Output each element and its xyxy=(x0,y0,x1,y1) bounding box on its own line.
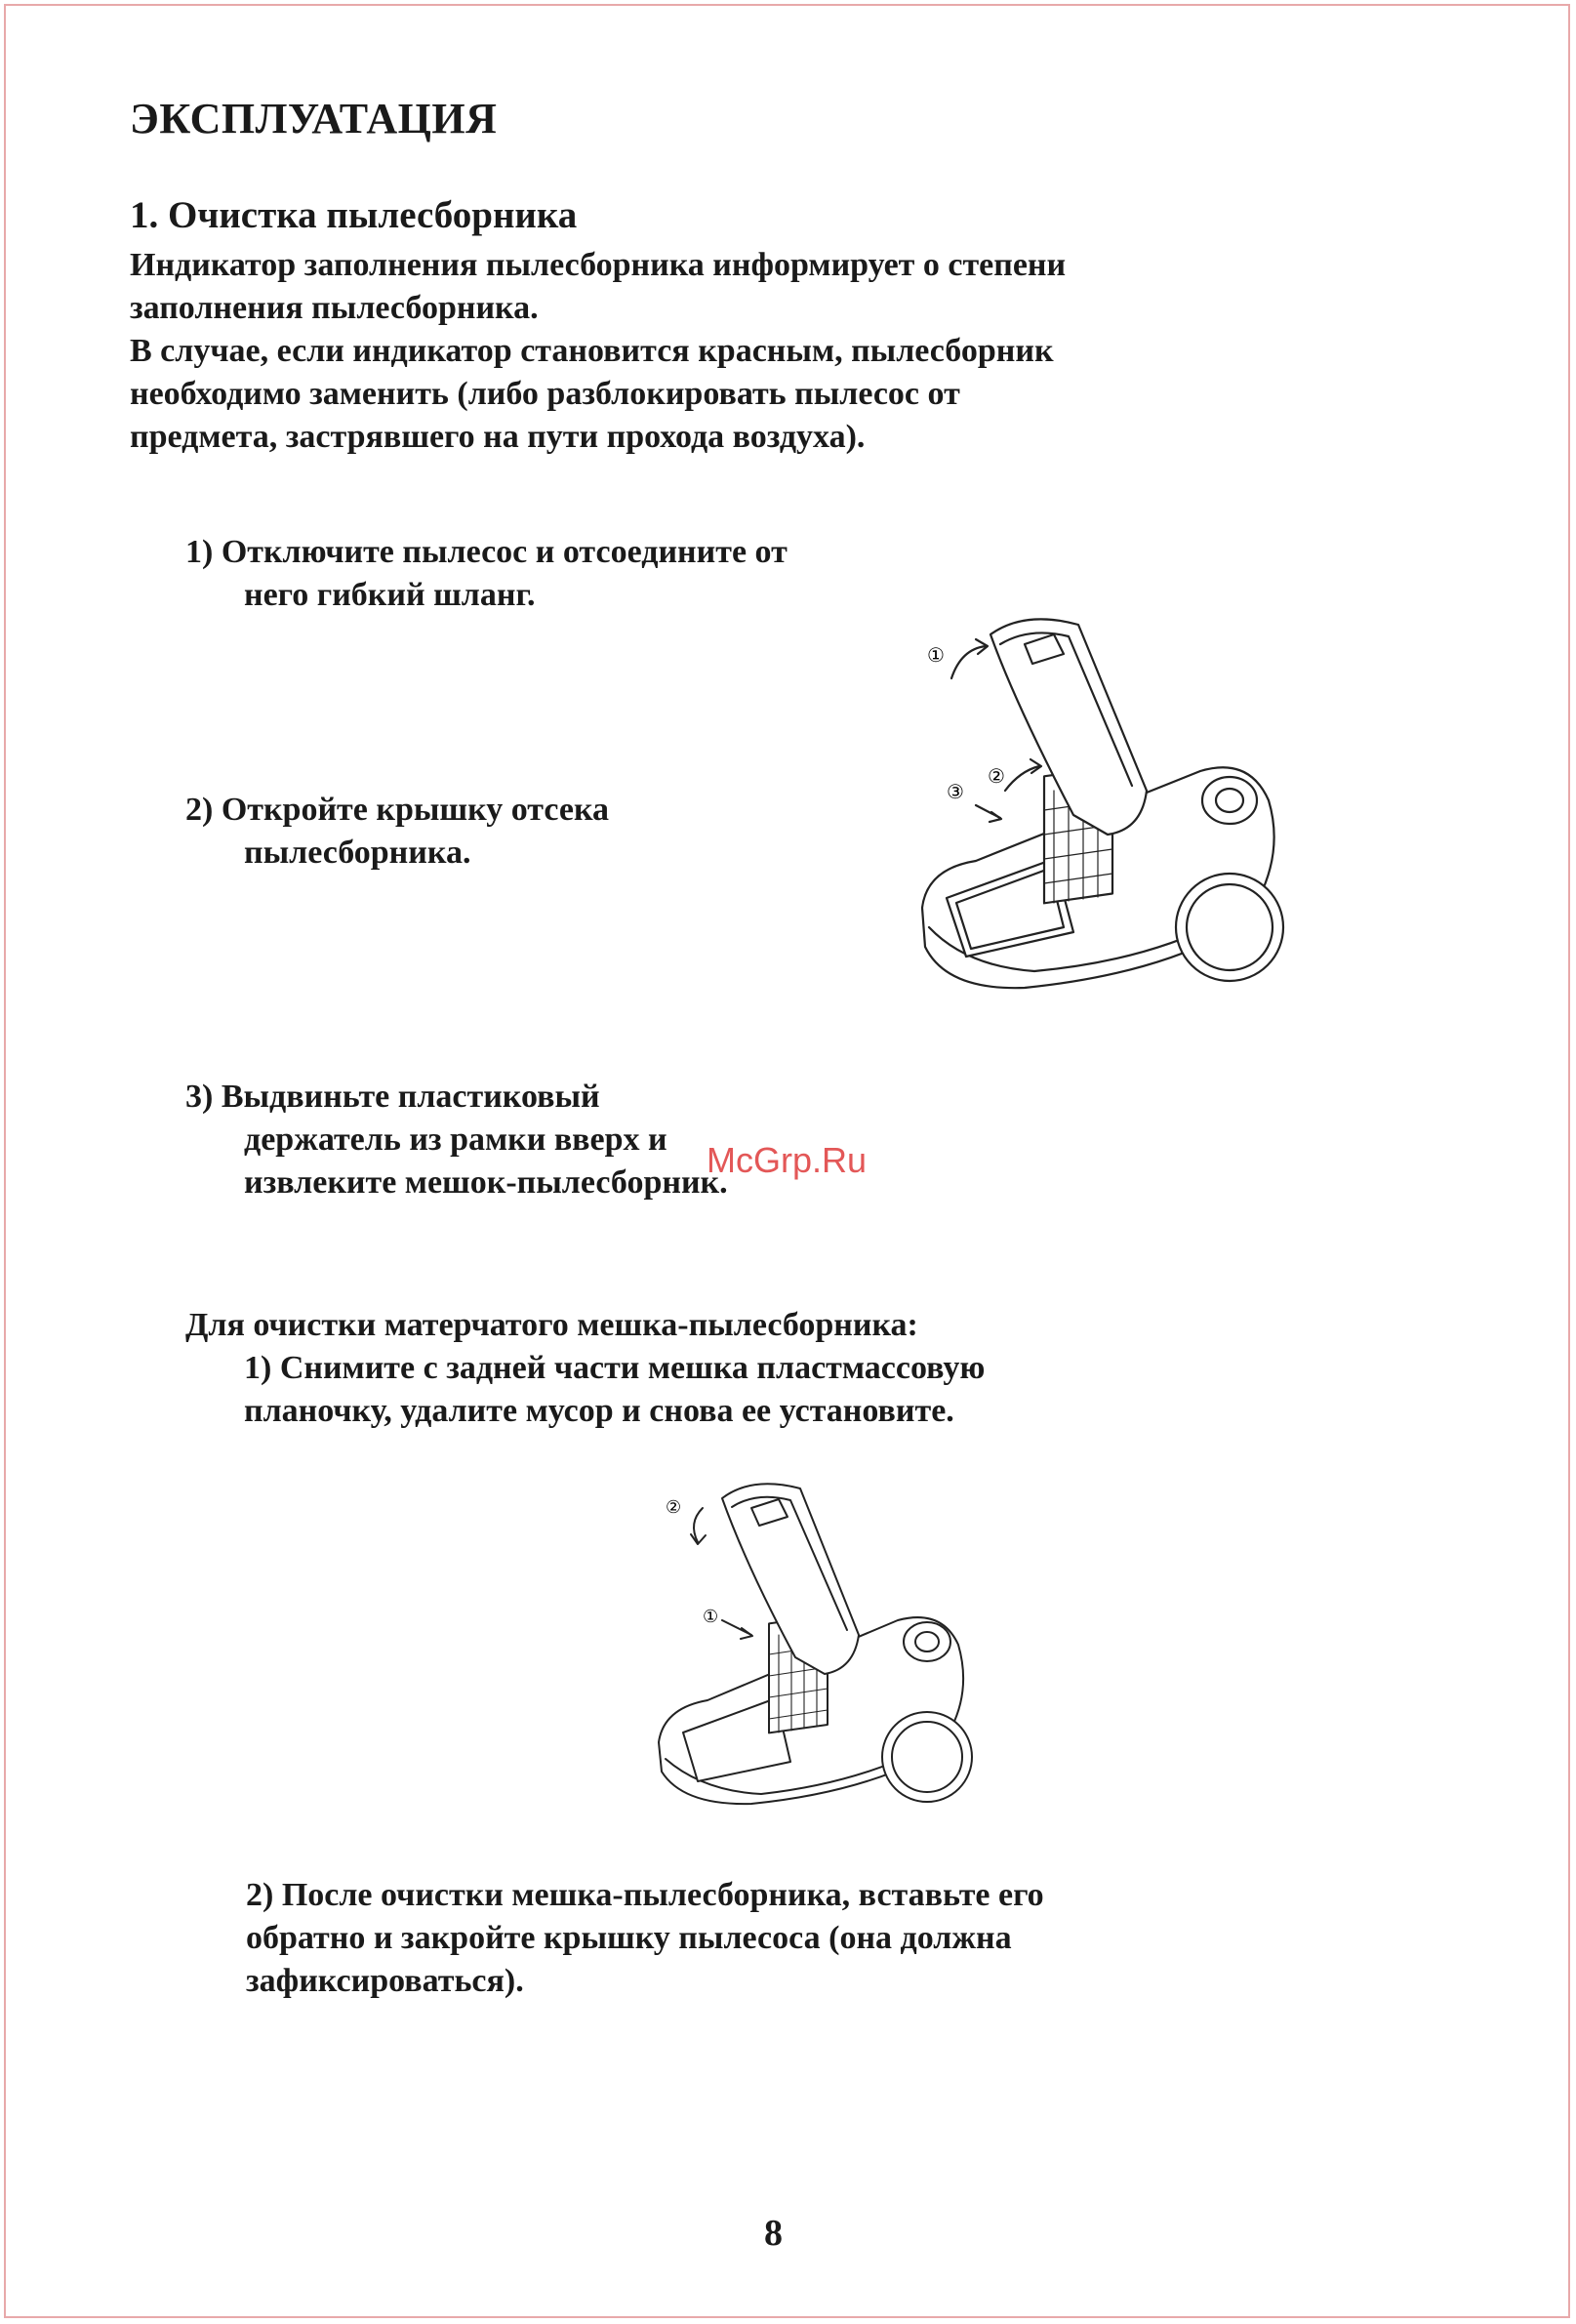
step-1-line-2: него гибкий шланг. xyxy=(244,577,536,613)
cloth-bag-step2-line: зафиксироваться). xyxy=(246,1963,524,1999)
step-2 xyxy=(185,789,609,875)
step-3 xyxy=(185,1076,728,1204)
page-number: 8 xyxy=(764,2213,783,2254)
intro-paragraph xyxy=(130,244,1066,459)
step-1 xyxy=(185,531,788,617)
intro-line: Индикатор заполнения пылесборника информирует о степени xyxy=(130,247,1067,283)
page-heading: ЭКСПЛУАТАЦИЯ xyxy=(130,95,498,143)
step-3-line-2: держатель из рамки вверх и xyxy=(244,1121,667,1158)
marker-2: ② xyxy=(988,764,1005,788)
step-3-line-1: 3) Выдвиньте пластиковый xyxy=(185,1079,600,1115)
marker-3: ③ xyxy=(947,780,964,803)
marker-1: ① xyxy=(703,1607,719,1627)
watermark: McGrp.Ru xyxy=(707,1140,868,1180)
cloth-bag-step1-line2: планочку, удалите мусор и снова ее установите. xyxy=(244,1393,954,1429)
marker-2: ② xyxy=(666,1497,682,1518)
intro-line: необходимо заменить (либо разблокировать пылесос от xyxy=(130,376,960,412)
cloth-bag-title: Для очистки матерчатого мешка-пылесборника: xyxy=(185,1307,918,1343)
intro-line: В случае, если индикатор становится красным, пылесборник xyxy=(130,333,1054,369)
vacuum-open-lid-illustration xyxy=(908,605,1298,1015)
vacuum-bag-illustration xyxy=(654,1474,986,1825)
cloth-bag-step1-line1: 1) Снимите с задней части мешка пластмассовую xyxy=(244,1350,986,1386)
cloth-bag-step2-line: 2) После очистки мешка-пылесборника, вставьте его xyxy=(246,1877,1044,1913)
step-3-line-3: извлеките мешок-пылесборник. xyxy=(244,1164,728,1201)
cloth-bag-step2-line: обратно и закройте крышку пылесоса (она должна xyxy=(246,1920,1012,1956)
step-2-line-2: пылесборника. xyxy=(244,835,471,871)
cloth-bag-section xyxy=(185,1304,985,1433)
cloth-bag-step2 xyxy=(246,1874,1044,2003)
marker-1: ① xyxy=(927,643,945,667)
section-title: 1. Очистка пылесборника xyxy=(130,194,578,236)
step-1-line-1: 1) Отключите пылесос и отсоедините от xyxy=(185,534,788,570)
intro-line: заполнения пылесборника. xyxy=(130,290,539,326)
step-2-line-1: 2) Откройте крышку отсека xyxy=(185,792,610,828)
intro-line: предмета, застрявшего на пути прохода воздуха). xyxy=(130,419,866,455)
